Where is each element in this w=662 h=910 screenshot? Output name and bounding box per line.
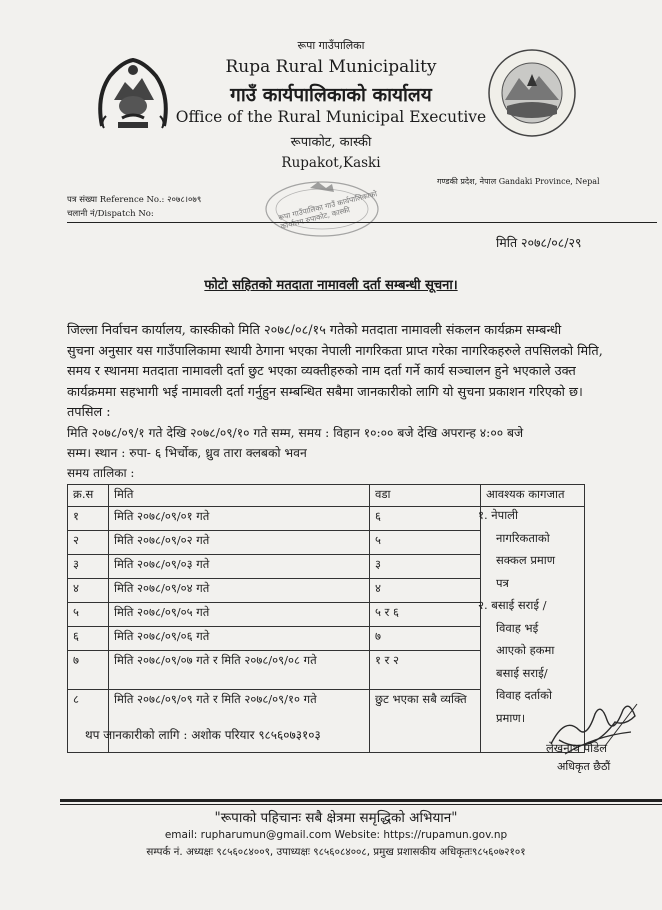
- serial-cell: ३: [68, 555, 109, 579]
- dispatch-number: चलानी नं/Dispatch No:: [67, 209, 154, 219]
- tapsil-label: तपसिल :: [67, 405, 111, 420]
- serial-cell: ४: [68, 579, 109, 603]
- municipality-seal-icon: [487, 48, 577, 138]
- document-line: विवाह दर्ताको: [496, 688, 552, 702]
- ward-cell: ३: [370, 555, 481, 579]
- schedule-table-label: समय तालिका :: [67, 466, 135, 480]
- date-cell: मिति २०७८/०९/०३ गते: [109, 555, 370, 579]
- header-documents: आवश्यक कागजात: [481, 485, 585, 507]
- serial-cell: २: [68, 531, 109, 555]
- date-cell: मिति २०७८/०९/०१ गते: [109, 507, 370, 531]
- nepal-emblem-icon: [92, 56, 174, 130]
- location-np: रूपाकोट, कास्की: [290, 135, 372, 150]
- ward-cell: छुट भएका सबै व्यक्ति: [370, 690, 481, 753]
- province-label: गण्डकी प्रदेश, नेपाल Gandaki Province, Nepal: [437, 177, 600, 186]
- schedule-line-1: मिति २०७८/०९/१ गते देखि २०७८/०९/१० गते सम्म, समय : विहान १०:०० बजे देखि अपरान्ह ४:०० बजे: [67, 426, 524, 440]
- municipality-name-np: रूपा गाउँपालिका: [297, 39, 365, 52]
- serial-cell: ६: [68, 627, 109, 651]
- notice-body: [67, 321, 603, 424]
- document-line: आएको हकमा: [496, 643, 555, 657]
- date-cell: मिति २०७८/०९/०५ गते: [109, 603, 370, 627]
- document-line: बसाई सराई/: [496, 665, 548, 680]
- schedule-line-2: सम्म। स्थान : रुपा- ६ भिर्चोक, ध्रुव तारा क्लबको भवन: [67, 446, 307, 460]
- date-cell: मिति २०७८/०९/०४ गते: [109, 579, 370, 603]
- serial-cell: १: [68, 507, 109, 531]
- ward-cell: ६: [370, 507, 481, 531]
- ward-cell: १ र २: [370, 651, 481, 690]
- header-date: मिति: [109, 485, 370, 507]
- serial-cell: ८: [68, 690, 109, 753]
- signatory-name: लेखनाथ पौडेल: [546, 741, 608, 755]
- footer-email-website: email: rupharumun@gmail.com Website: https://rupamun.gov.np: [164, 829, 508, 841]
- office-name-en: Office of the Rural Municipal Executive: [175, 108, 487, 126]
- municipality-name-en: Rupa Rural Municipality: [225, 57, 437, 77]
- footer-slogan: "रूपाको पहिचानः सबै क्षेत्रमा समृद्धिको अभियान": [214, 810, 458, 826]
- notice-line: जिल्ला निर्वाचन कार्यालय, कास्कीको मिति २०७८/०८/१५ गतेको मतदाता नामावली संकलन कार्यक्रम सम्बन्धी: [67, 323, 562, 338]
- notice-line: समय र स्थानमा मतदाता नामावली दर्ता छुट भएका व्यक्तीहरुको नाम दर्ता गर्ने कार्य सञ्चालन हुने भएकाले उक्त: [67, 364, 576, 379]
- serial-cell: ५: [68, 603, 109, 627]
- ward-cell: ५ र ६: [370, 603, 481, 627]
- header-divider: [67, 222, 657, 223]
- document-line: २. बसाई सराई /: [478, 598, 547, 612]
- document-line: प्रमाण।: [496, 710, 526, 725]
- document-line: पत्र: [496, 575, 509, 590]
- contact-info: थप जानकारीको लागि : अशोक परियार ९८५६०७३१०३: [85, 728, 321, 742]
- document-line: सक्कल प्रमाण: [496, 553, 556, 567]
- ward-cell: ७: [370, 627, 481, 651]
- reference-number: पत्र संख्या Reference No.: २०७८।०७९: [67, 195, 202, 205]
- notice-line: सुचना अनुसार यस गाउँपालिकामा स्थायी ठेगाना भएका नेपाली नागरिकता प्राप्त गरेका नागरिकहरुले तपसिलको मिति,: [67, 343, 603, 359]
- date-cell: मिति २०७८/०९/०६ गते: [109, 627, 370, 651]
- footer-divider-thin: [60, 804, 662, 805]
- footer-phone-numbers: सम्पर्क नं. अध्यक्षः ९८५६०८४००९, उपाध्यक्षः ९८५६०८४००८, प्रमुख प्रशासकीय अधिकृतः९८५६०७२१०१: [146, 846, 526, 858]
- notice-title: फोटो सहितको मतदाता नामावली दर्ता सम्बन्धी सूचना।: [204, 278, 458, 293]
- document-line: विवाह भई: [496, 620, 539, 635]
- header-serial: क्र.स: [68, 485, 109, 507]
- location-en: Rupakot,Kaski: [281, 155, 381, 171]
- footer-divider: [60, 799, 662, 802]
- ward-cell: ४: [370, 579, 481, 603]
- ward-cell: ५: [370, 531, 481, 555]
- date-cell: मिति २०७८/०९/०२ गते: [109, 531, 370, 555]
- stamp-text: रूपा गाउँपालिका गाउँ कार्यपालिकाको कार्यालय रुपाकोट, कास्की: [277, 189, 378, 232]
- date-cell: मिति २०७८/०९/०९ गते र मिति २०७८/०९/१० गते: [109, 690, 370, 753]
- document-line: १. नेपाली: [478, 508, 518, 522]
- letter-date: मिति २०७८/०८/२९: [496, 235, 582, 250]
- notice-line: कार्यक्रममा सहभागी भई नामावली दर्ता गर्नुहुन सम्बन्धित सबैमा जानकारीको लागि यो सुचना प्रकाशन गरिएको छ।: [67, 384, 583, 400]
- office-name-np: गाउँ कार्यपालिकाको कार्यालय: [230, 84, 432, 106]
- serial-cell: ७: [68, 651, 109, 690]
- date-cell: मिति २०७८/०९/०७ गते र मिति २०७८/०९/०८ गते: [109, 651, 370, 690]
- signatory-title: अधिकृत छैठौं: [557, 760, 611, 773]
- header-ward: वडा: [370, 485, 481, 507]
- document-line: नागरिकताको: [496, 530, 550, 545]
